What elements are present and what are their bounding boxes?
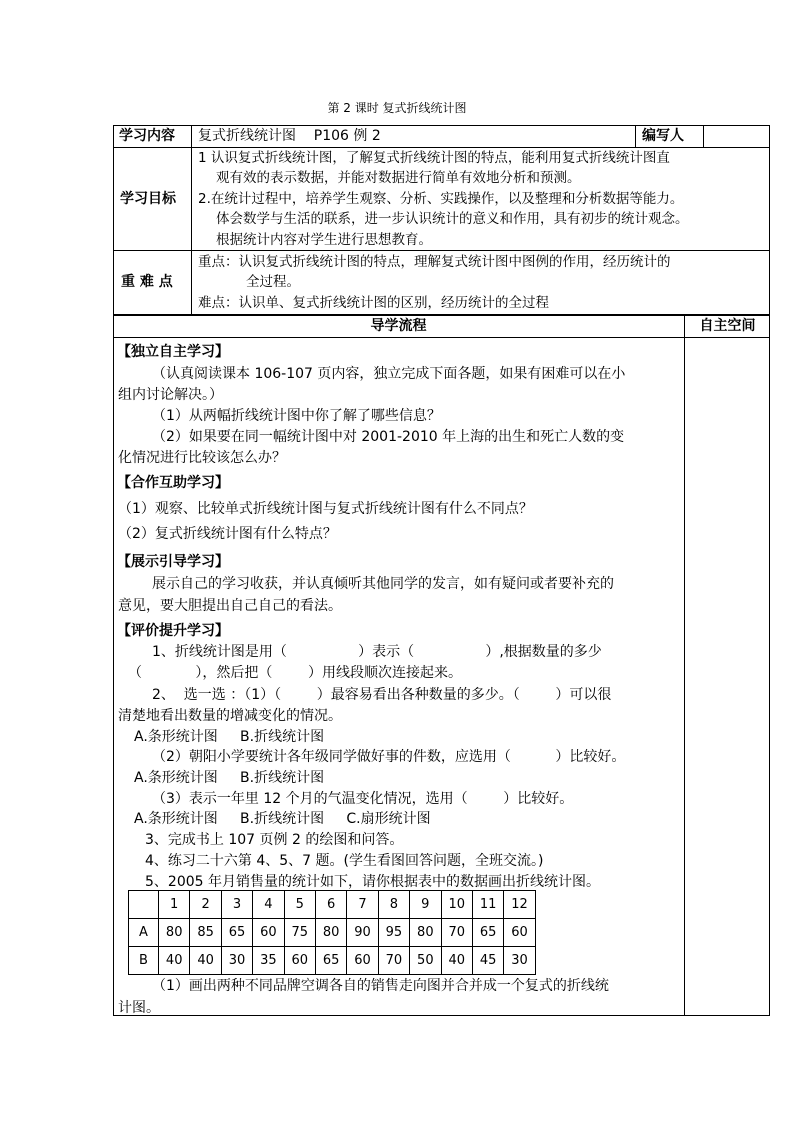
key-points-line-3: 难点：认识单、复式折线统计图的区别，经历统计的全过程 — [198, 295, 549, 311]
sales-table-header-row — [129, 891, 536, 919]
independent-line-2: 组内讨论解决。） — [118, 387, 223, 403]
goals-label: 学习目标 — [120, 191, 176, 207]
info-row-divider-2 — [113, 250, 770, 251]
sales-table-value-cell: 40 — [159, 947, 190, 975]
sales-table-corner-cell — [129, 891, 159, 919]
sales-table-month-header: 2 — [190, 891, 221, 919]
sales-table-value-cell: 30 — [221, 947, 252, 975]
evaluate-line-9: A.条形统计图 B.折线统计图 C.扇形统计图 — [134, 811, 431, 827]
page-title: 第 2 课时 复式折线统计图 — [327, 101, 467, 115]
sales-table-value-cell: 95 — [378, 919, 409, 947]
evaluate-line-3: 2、 选一选 ：（1）（ ）最容易看出各种数量的多少。（ ）可以很 — [152, 687, 612, 703]
display-line-1: 展示自己的学习收获，并认真倾听其他同学的发言，如有疑问或者要补充的 — [152, 576, 614, 592]
sales-table-value-cell: 65 — [472, 919, 503, 947]
sales-table-row — [129, 919, 536, 947]
goals-line-3: 2.在统计过程中，培养学生观察、分析、实践操作，以及整理和分析数据等能力。 — [198, 191, 684, 207]
independent-line-3: （1）从两幅折线统计图中你了解了哪些信息？ — [152, 408, 441, 424]
sales-table-month-header: 5 — [284, 891, 315, 919]
independent-line-1: （认真阅读课本 106-107 页内容，独立完成下面各题，如果有困难可以在小 — [152, 366, 626, 382]
sales-table-month-header: 4 — [253, 891, 284, 919]
sales-table-value-cell: 85 — [190, 919, 221, 947]
flow-divider — [684, 315, 685, 1016]
content-label: 学习内容 — [119, 128, 175, 144]
sales-table-month-header: 1 — [159, 891, 190, 919]
evaluate-line-6: （2）朝阳小学要统计各年级同学做好事的件数，应选用（ ）比较好。 — [152, 749, 626, 765]
author-label: 编写人 — [642, 128, 684, 144]
sales-table-value-cell: 75 — [284, 919, 315, 947]
info-divider-label-col — [191, 125, 192, 315]
sales-table-value-cell: 60 — [253, 919, 284, 947]
info-divider-author-value — [703, 125, 704, 147]
sales-table-brand-cell: A — [129, 919, 159, 947]
sales-table-month-header: 7 — [347, 891, 378, 919]
goals-line-1: 1 认识复式折线统计图，了解复式折线统计图的特点，能利用复式折线统计图直 — [198, 150, 670, 166]
evaluate-heading: 【评价提升学习】 — [117, 623, 229, 639]
sales-table-value-cell: 60 — [347, 947, 378, 975]
key-points-line-2: 全过程。 — [246, 274, 300, 290]
sales-table-value-cell: 50 — [410, 947, 441, 975]
sales-table-value-cell: 90 — [347, 919, 378, 947]
sales-table-value-cell: 30 — [504, 947, 535, 975]
sales-table-value-cell: 60 — [284, 947, 315, 975]
evaluate-line-7: A.条形统计图 B.折线统计图 — [134, 770, 325, 786]
display-line-2: 意见，要大胆提出自己自己的看法。 — [118, 598, 342, 614]
sales-table-value-cell: 40 — [441, 947, 472, 975]
cooperative-heading: 【合作互助学习】 — [117, 475, 229, 491]
sales-table-value-cell: 80 — [315, 919, 346, 947]
sales-table-value-cell: 80 — [159, 919, 190, 947]
goals-line-5: 根据统计内容对学生进行思想教育。 — [216, 232, 432, 248]
sales-table-month-header: 3 — [221, 891, 252, 919]
goals-line-2: 观有效的表示数据，并能对数据进行简单有效地分析和预测。 — [216, 170, 581, 186]
sales-table-value-cell: 40 — [190, 947, 221, 975]
sales-table-brand-cell: B — [129, 947, 159, 975]
info-divider-author — [635, 125, 636, 147]
sales-table-month-header: 8 — [378, 891, 409, 919]
display-heading: 【展示引导学习】 — [117, 554, 229, 570]
flow-header-right: 自主空间 — [699, 318, 756, 334]
evaluate-line-2: （ ），然后把（ ）用线段顺次连接起来。 — [128, 665, 463, 681]
sales-table-month-header: 12 — [504, 891, 535, 919]
sales-table-value-cell: 35 — [253, 947, 284, 975]
sales-table-month-header: 11 — [472, 891, 503, 919]
sales-table-row — [129, 947, 536, 975]
content-value: 复式折线统计图 P106 例 2 — [198, 128, 381, 144]
evaluate-line-12: 5、2005 年月销售量的统计如下，请你根据表中的数据画出折线统计图。 — [145, 874, 600, 890]
sales-table-value-cell: 70 — [441, 919, 472, 947]
evaluate-line-8: （3）表示一年里 12 个月的气温变化情况，选用（ ）比较好。 — [152, 791, 574, 807]
sales-table-month-header: 10 — [441, 891, 472, 919]
key-points-label: 重 难 点 — [121, 274, 173, 290]
sales-table-value-cell: 45 — [472, 947, 503, 975]
flow-header-left: 导学流程 — [370, 318, 427, 334]
evaluate-line-10: 3、完成书上 107 页例 2 的绘图和问答。 — [145, 832, 404, 848]
sales-table-month-header: 9 — [410, 891, 441, 919]
cooperative-line-1: （1）观察、比较单式折线统计图与复式折线统计图有什么不同点？ — [118, 501, 533, 517]
sales-table-month-header: 6 — [315, 891, 346, 919]
cooperative-line-2: （2）复式折线统计图有什么特点？ — [118, 526, 337, 542]
independent-heading: 【独立自主学习】 — [117, 344, 229, 360]
sales-table-value-cell: 80 — [410, 919, 441, 947]
sales-table-value-cell: 70 — [378, 947, 409, 975]
final-line-2: 计图。 — [118, 1000, 160, 1016]
sales-table-value-cell: 65 — [315, 947, 346, 975]
independent-line-4: （2）如果要在同一幅统计图中对 2001-2010 年上海的出生和死亡人数的变 — [152, 429, 625, 445]
flow-header-divider — [113, 337, 770, 338]
independent-line-5: 化情况进行比较该怎么办？ — [118, 450, 286, 466]
sales-table-value-cell: 60 — [504, 919, 535, 947]
sales-table — [128, 890, 536, 975]
evaluate-line-1: 1、折线统计图是用（ ）表示（ ）,根据数量的多少 — [152, 644, 602, 660]
final-line-1: （1）画出两种不同品牌空调各自的销售走向图并合并成一个复式的折线统 — [152, 978, 609, 994]
evaluate-line-11: 4、练习二十六第 4、5、7 题。(学生看图回答问题，全班交流。) — [145, 853, 544, 869]
goals-line-4: 体会数学与生活的联系，进一步认识统计的意义和作用，具有初步的统计观念。 — [216, 211, 689, 227]
key-points-line-1: 重点：认识复式折线统计图的特点，理解复式统计图中图例的作用，经历统计的 — [198, 254, 671, 270]
sales-table-value-cell: 65 — [221, 919, 252, 947]
evaluate-line-5: A.条形统计图 B.折线统计图 — [134, 729, 325, 745]
evaluate-line-4: 清楚地看出数量的增减变化的情况。 — [118, 708, 342, 724]
